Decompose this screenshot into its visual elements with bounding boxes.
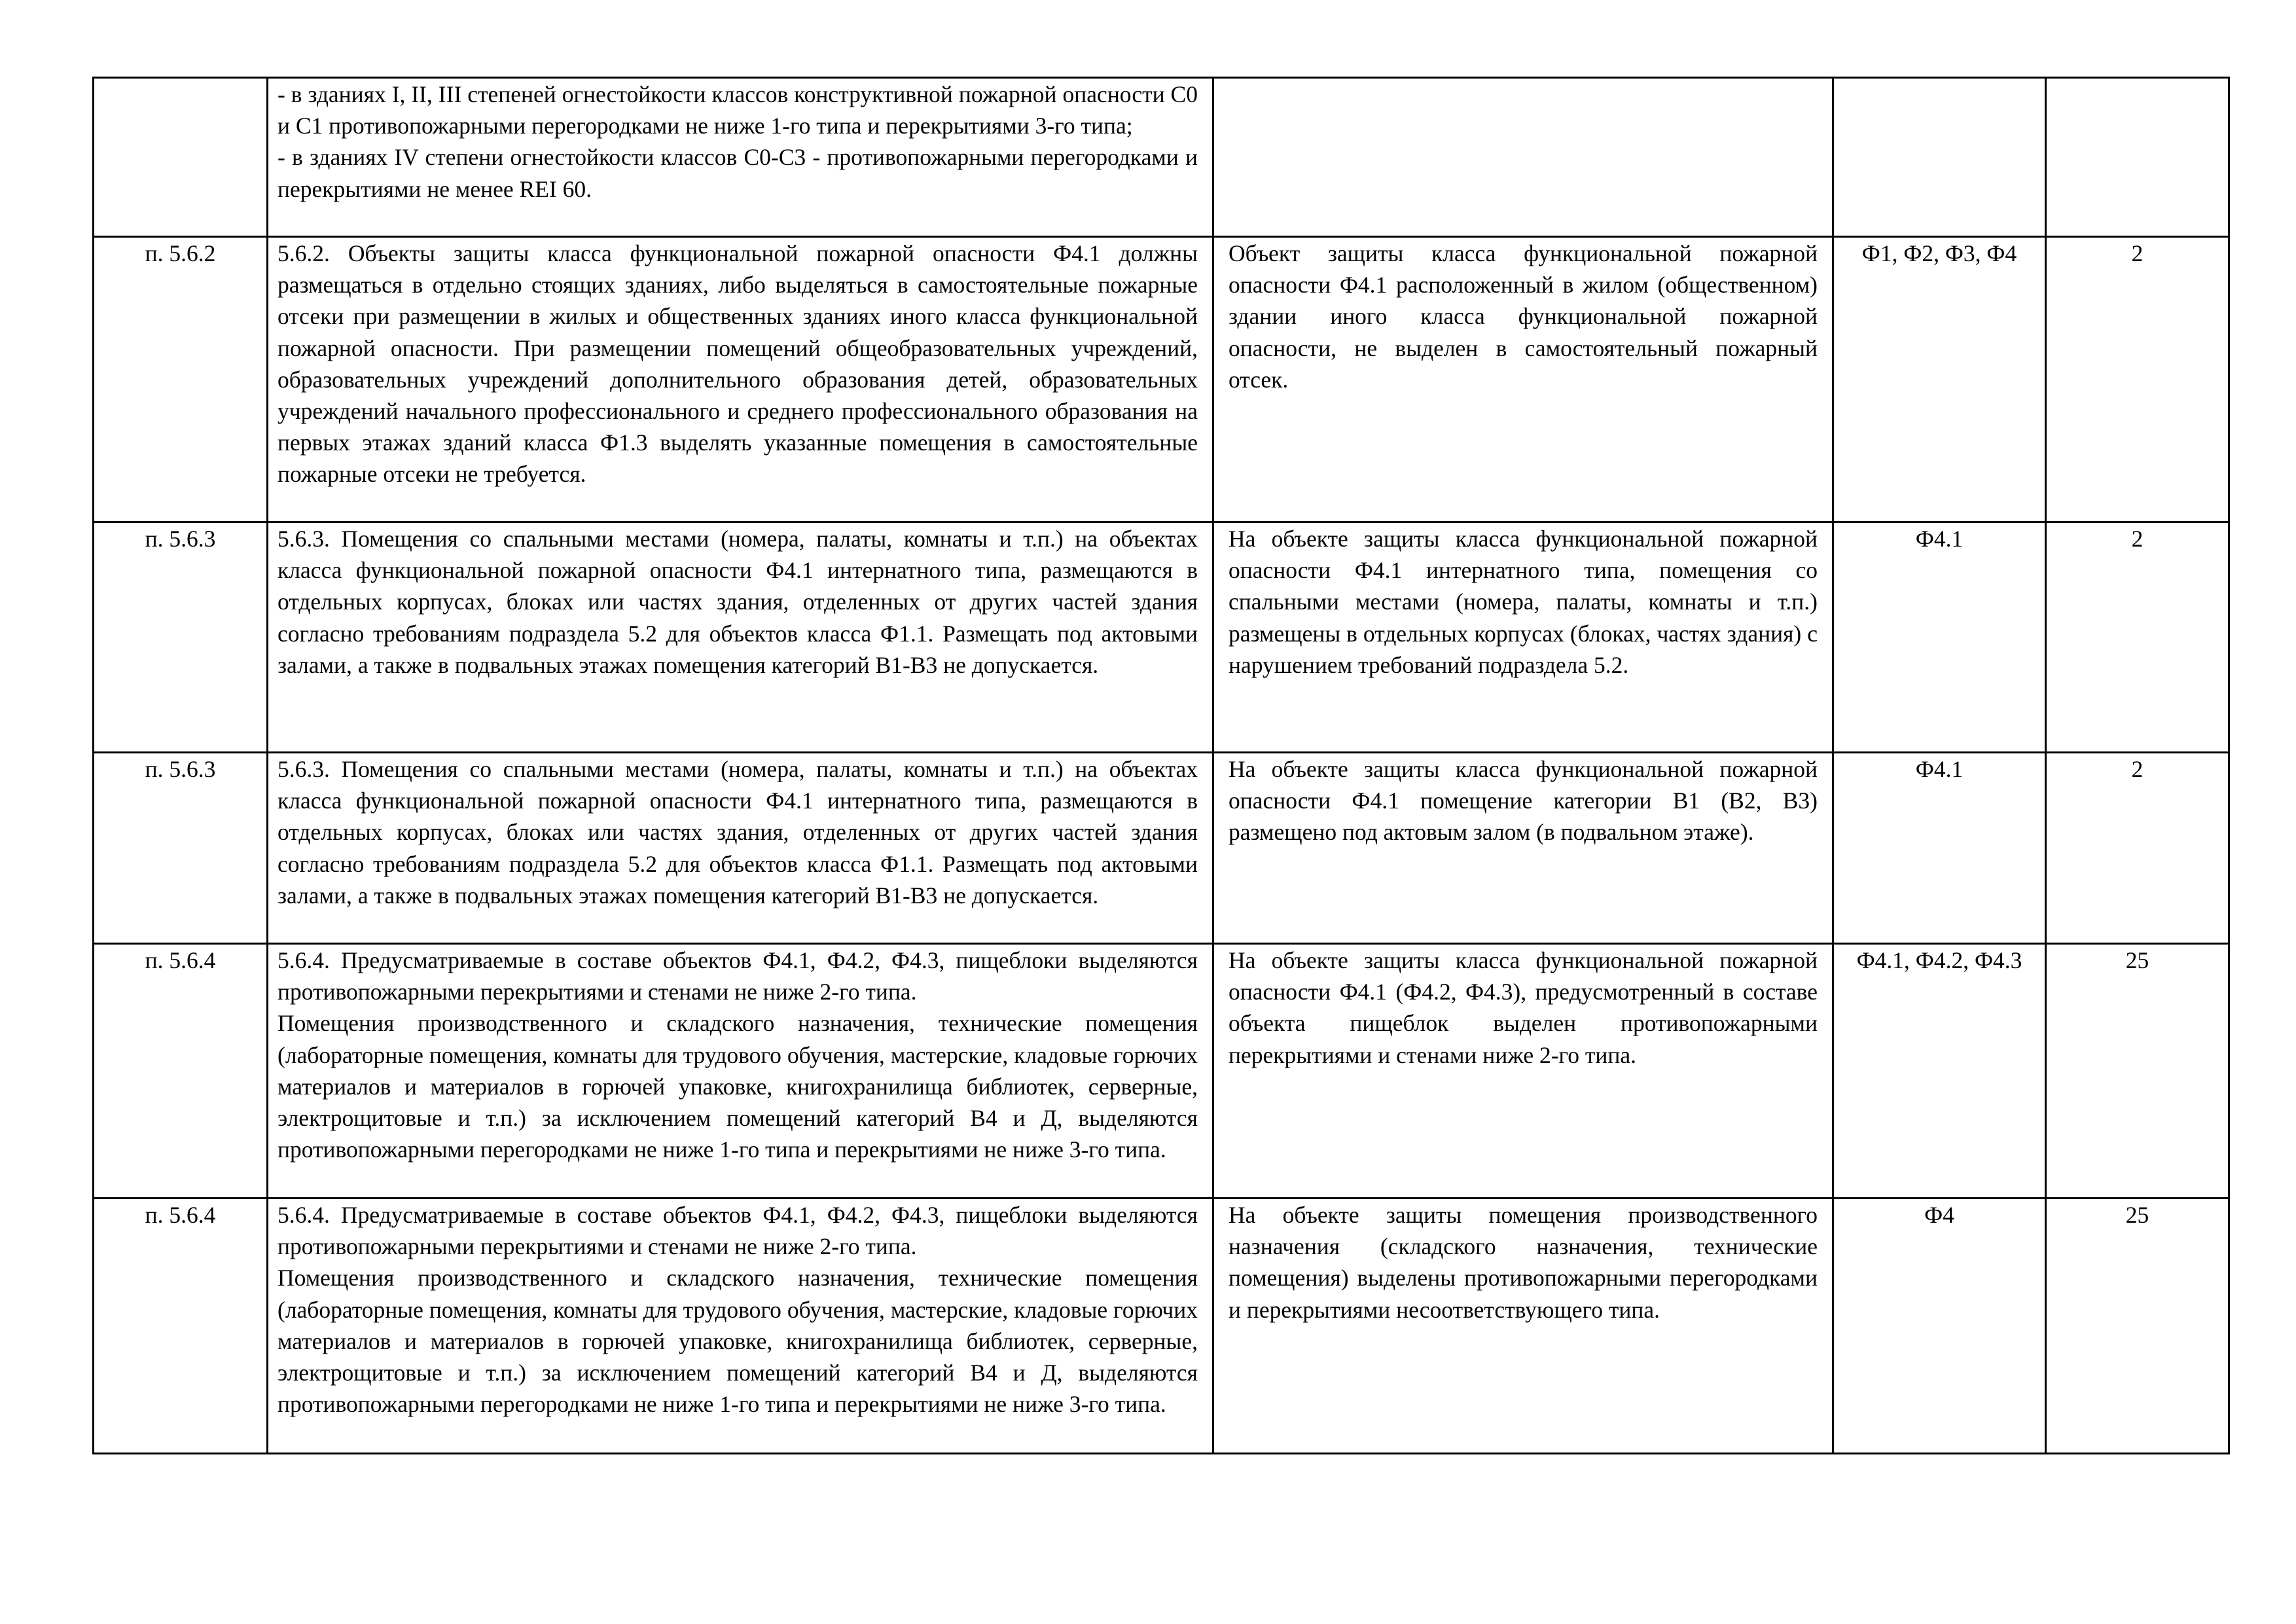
violation-text-cell: На объекте защиты класса функциональной пожарной опасности Ф4.1 помещение категории В1 (В2, В3) размещено под актовым залом (в подвальном этаже).	[1213, 753, 1833, 944]
requirement-text-cell	[268, 753, 1213, 944]
requirement-paragraph: - в зданиях IV степени огнестойкости классов С0-С3 - противопожарными перегородками и перекрытиями не менее REI 60.	[278, 144, 1198, 202]
count-cell	[2046, 78, 2229, 237]
table-row	[94, 944, 2229, 1199]
clause-ref-cell	[94, 78, 268, 237]
violation-text-cell: Объект защиты класса функциональной пожарной опасности Ф4.1 расположенный в жилом (общественном) здании иного класса функциональной пожарной опасности, не выделен в самостоятельный пожарный отсек.	[1213, 237, 1833, 522]
count-cell: 25	[2046, 944, 2229, 1199]
requirement-paragraph: 5.6.4. Предусматриваемые в составе объектов Ф4.1, Ф4.2, Ф4.3, пищеблоки выделяются противопожарными перекрытиями и стенами не ниже 2-го типа.	[278, 947, 1198, 1005]
requirement-paragraph: 5.6.4. Предусматриваемые в составе объектов Ф4.1, Ф4.2, Ф4.3, пищеблоки выделяются противопожарными перекрытиями и стенами не ниже 2-го типа.	[278, 1202, 1198, 1260]
requirements-table	[92, 77, 2230, 1454]
requirement-paragraph: - в зданиях I, II, III степеней огнестойкости классов конструктивной пожарной опасности С0 и С1 противопожарными перегородками не ниже 1-го типа и перекрытиями 3-го типа;	[278, 81, 1198, 139]
requirement-paragraph: 5.6.3. Помещения со спальными местами (номера, палаты, комнаты и т.п.) на объектах класса функциональной пожарной опасности Ф4.1 интернатного типа, размещаются в отдельных корпусах, блоках или частях здания, отделенных от других частей здания согласно требованиям подраздела 5.2 для объектов класса Ф1.1. Размещать под актовыми залами, а также в подвальных этажах помещения категорий В1-В3 не допускается.	[278, 526, 1198, 678]
requirement-text-cell	[268, 944, 1213, 1199]
clause-ref-cell: п. 5.6.4	[94, 944, 268, 1199]
clause-ref-cell: п. 5.6.3	[94, 753, 268, 944]
count-cell: 2	[2046, 753, 2229, 944]
table-row	[94, 237, 2229, 522]
fire-class-cell: Ф4	[1833, 1199, 2046, 1454]
violation-text-cell	[1213, 78, 1833, 237]
fire-class-cell: Ф1, Ф2, Ф3, Ф4	[1833, 237, 2046, 522]
requirement-text-cell	[268, 522, 1213, 753]
requirement-text-cell	[268, 1199, 1213, 1454]
table-row	[94, 78, 2229, 237]
table-row	[94, 1199, 2229, 1454]
fire-class-cell: Ф4.1	[1833, 753, 2046, 944]
table-row	[94, 753, 2229, 944]
requirement-text-cell	[268, 78, 1213, 237]
fire-class-cell	[1833, 78, 2046, 237]
clause-ref-cell: п. 5.6.4	[94, 1199, 268, 1454]
clause-ref-cell: п. 5.6.2	[94, 237, 268, 522]
requirement-text-cell	[268, 237, 1213, 522]
requirement-paragraph: Помещения производственного и складского назначения, технические помещения (лабораторные помещения, комнаты для трудового обучения, мастерские, кладовые горючих материалов и материалов в горючей упаковке, книгохранилища библиотек, серверные, электрощитовые и т.п.) за исключением помещений категорий В4 и Д, выделяются противопожарными перегородками не ниже 1-го типа и перекрытиями не ниже 3-го типа.	[278, 1265, 1198, 1418]
violation-text-cell: На объекте защиты класса функциональной пожарной опасности Ф4.1 (Ф4.2, Ф4.3), предусмотренный в составе объекта пищеблок выделен противопожарными перекрытиями и стенами ниже 2-го типа.	[1213, 944, 1833, 1199]
table-row	[94, 522, 2229, 753]
requirement-paragraph: 5.6.3. Помещения со спальными местами (номера, палаты, комнаты и т.п.) на объектах класса функциональной пожарной опасности Ф4.1 интернатного типа, размещаются в отдельных корпусах, блоках или частях здания, отделенных от других частей здания согласно требованиям подраздела 5.2 для объектов класса Ф1.1. Размещать под актовыми залами, а также в подвальных этажах помещения категорий В1-В3 не допускается.	[278, 756, 1198, 909]
fire-class-cell: Ф4.1, Ф4.2, Ф4.3	[1833, 944, 2046, 1199]
count-cell: 2	[2046, 237, 2229, 522]
requirement-paragraph: Помещения производственного и складского назначения, технические помещения (лабораторные помещения, комнаты для трудового обучения, мастерские, кладовые горючих материалов и материалов в горючей упаковке, книгохранилища библиотек, серверные, электрощитовые и т.п.) за исключением помещений категорий В4 и Д, выделяются противопожарными перегородками не ниже 1-го типа и перекрытиями не ниже 3-го типа.	[278, 1010, 1198, 1163]
clause-ref-cell: п. 5.6.3	[94, 522, 268, 753]
count-cell: 25	[2046, 1199, 2229, 1454]
fire-class-cell: Ф4.1	[1833, 522, 2046, 753]
requirement-paragraph: 5.6.2. Объекты защиты класса функциональной пожарной опасности Ф4.1 должны размещаться в отдельно стоящих зданиях, либо выделяться в самостоятельные пожарные отсеки при размещении в жилых и общественных зданиях иного класса функциональной пожарной опасности. При размещении помещений общеобразовательных учреждений, образовательных учреждений дополнительного образования детей, образовательных учреждений начального профессионального и среднего профессионального образования на первых этажах зданий класса Ф1.3 выделять указанные помещения в самостоятельные пожарные отсеки не требуется.	[278, 240, 1198, 488]
violation-text-cell: На объекте защиты класса функциональной пожарной опасности Ф4.1 интернатного типа, помещения со спальными местами (номера, палаты, комнаты и т.п.) размещены в отдельных корпусах (блоках, частях здания) с нарушением требований подраздела 5.2.	[1213, 522, 1833, 753]
violation-text-cell: На объекте защиты помещения производственного назначения (складского назначения, технические помещения) выделены противопожарными перегородками и перекрытиями несоответствующего типа.	[1213, 1199, 1833, 1454]
count-cell: 2	[2046, 522, 2229, 753]
